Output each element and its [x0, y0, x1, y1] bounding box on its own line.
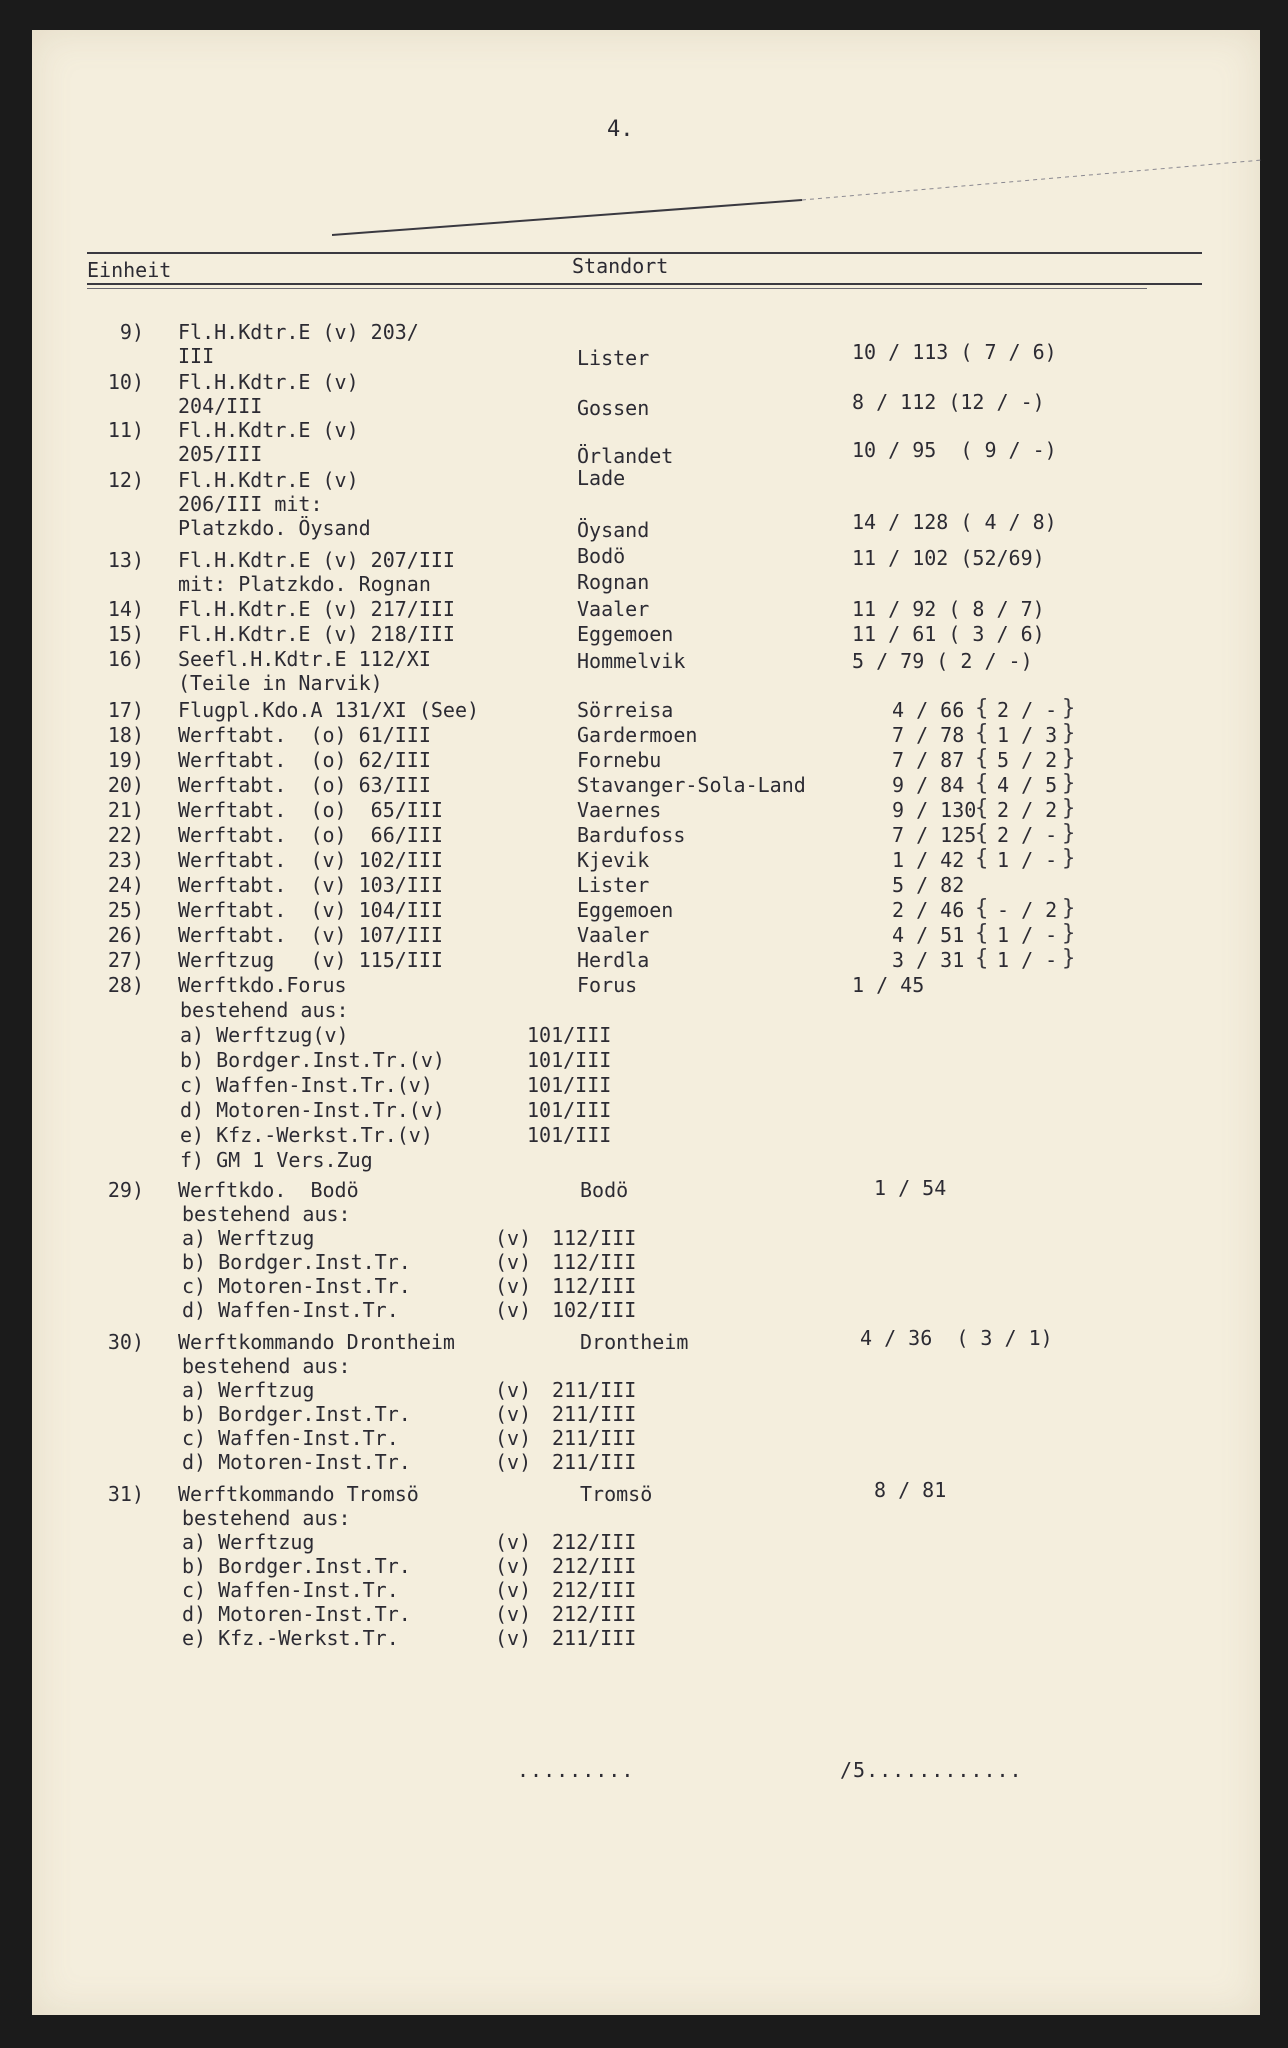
page-number: 4.: [607, 117, 634, 142]
block-item-label: c) Waffen-Inst.Tr.: [182, 1426, 399, 1450]
block-item-label: e) Kfz.-Werkst.Tr.: [182, 1626, 399, 1650]
row-location: Bodö: [577, 544, 626, 568]
row-value: 11 / 61 ( 3 / 6): [852, 622, 1045, 646]
block-item-v: (v): [495, 1602, 532, 1626]
row-unit: Werftabt. (v) 107/III: [178, 923, 443, 947]
block-item-code: 212/III: [552, 1602, 637, 1626]
block-item-code: 211/III: [552, 1450, 637, 1474]
row-location: Örlandet: [577, 444, 674, 468]
row-number: 23): [107, 848, 144, 872]
brace-left: {: [975, 846, 989, 871]
block-item-code: 211/III: [552, 1402, 637, 1426]
sub-item-code: 101/III: [527, 1098, 612, 1122]
row-value: 11 / 92 ( 8 / 7): [852, 597, 1045, 621]
row-location: Eggemoen: [577, 622, 674, 646]
sub-item-code: 101/III: [527, 1123, 612, 1147]
block-item-code: 112/III: [552, 1226, 637, 1250]
block-item-code: 212/III: [552, 1578, 637, 1602]
row-number: 11): [107, 418, 144, 442]
row-unit: Werftabt. (o) 61/III: [178, 723, 431, 747]
row-value: 3 / 31: [892, 948, 965, 972]
row-value: 7 / 87: [892, 748, 965, 772]
block-value: 8 / 81: [874, 1478, 947, 1502]
row-unit: Platzkdo. Öysand: [178, 516, 371, 540]
row-location: Vaernes: [577, 798, 662, 822]
brace-left: {: [975, 771, 989, 796]
block-item-v: (v): [495, 1554, 532, 1578]
row-value: 8 / 112 (12 / -): [852, 390, 1045, 414]
block-item-label: b) Bordger.Inst.Tr.: [182, 1554, 411, 1578]
brace-right: }: [1062, 746, 1076, 771]
sub-item-label: e) Kfz.-Werkst.Tr.(v): [180, 1123, 433, 1147]
sub-intro: bestehend aus:: [180, 998, 349, 1022]
row-location: Hommelvik: [577, 649, 686, 673]
row-location: Lade: [577, 466, 626, 490]
row-paren-value: - / 2: [997, 898, 1058, 922]
block-item-label: c) Motoren-Inst.Tr.: [182, 1274, 411, 1298]
brace-right: }: [1062, 921, 1076, 946]
block-item-v: (v): [495, 1530, 532, 1554]
block-item-v: (v): [495, 1626, 532, 1650]
row-unit: Fl.H.Kdtr.E (v) 217/III: [178, 597, 455, 621]
row-value: 4 / 66: [892, 698, 965, 722]
block-item-code: 112/III: [552, 1274, 637, 1298]
row-number: 19): [107, 748, 144, 772]
row-number: 25): [107, 898, 144, 922]
sub-item-code: 101/III: [527, 1073, 612, 1097]
row-number: 21): [107, 798, 144, 822]
row-unit: mit: Platzkdo. Rognan: [178, 572, 431, 596]
row-paren-value: 4 / 5: [997, 773, 1058, 797]
row-value: 14 / 128 ( 4 / 8): [852, 510, 1057, 534]
row-value: 5 / 82: [892, 873, 965, 897]
row-value: 11 / 102 (52/69): [852, 546, 1045, 570]
row-unit: Seefl.H.Kdtr.E 112/XI: [178, 647, 431, 671]
block-item-v: (v): [495, 1450, 532, 1474]
row-number: 17): [107, 698, 144, 722]
row-paren-value: 5 / 2: [997, 748, 1058, 772]
row-value: 4 / 51: [892, 923, 965, 947]
block-location: Bodö: [580, 1178, 629, 1202]
sub-item-code: 101/III: [527, 1048, 612, 1072]
block-intro: bestehend aus:: [182, 1202, 351, 1226]
block-item-label: b) Bordger.Inst.Tr.: [182, 1402, 411, 1426]
block-number: 29): [107, 1178, 144, 1202]
row-value: 7 / 125: [892, 823, 977, 847]
document-page: [32, 30, 1260, 2015]
row-location: Bardufoss: [577, 823, 686, 847]
row-unit: Werftabt. (o) 63/III: [178, 773, 431, 797]
row-location: Vaaler: [577, 597, 650, 621]
footer-dots: .........: [517, 1758, 635, 1782]
row-number: 13): [107, 548, 144, 572]
row-unit: Fl.H.Kdtr.E (v) 203/: [178, 320, 419, 344]
row-location: Stavanger-Sola-Land: [577, 773, 806, 797]
row-number: 20): [107, 773, 144, 797]
sub-item-label: a) Werftzug(v): [180, 1023, 349, 1047]
block-value: 1 / 54: [874, 1176, 947, 1200]
row-number: 22): [107, 823, 144, 847]
block-item-v: (v): [495, 1226, 532, 1250]
block-item-code: 212/III: [552, 1554, 637, 1578]
row-location-secondary: Rognan: [577, 570, 650, 594]
row-paren-value: 1 / -: [997, 948, 1058, 972]
row-unit: Werftabt. (o) 62/III: [178, 748, 431, 772]
brace-right: }: [1062, 821, 1076, 846]
row-value: 5 / 79 ( 2 / -): [852, 649, 1033, 673]
block-item-v: (v): [495, 1298, 532, 1322]
row-value: 9 / 84: [892, 773, 965, 797]
block-location: Drontheim: [580, 1330, 689, 1354]
top-rule-decoration: [332, 125, 1272, 245]
row-number: 9): [119, 320, 144, 344]
block-item-v: (v): [495, 1578, 532, 1602]
block-item-label: c) Waffen-Inst.Tr.: [182, 1578, 399, 1602]
row-paren-value: 1 / -: [997, 923, 1058, 947]
block-item-label: a) Werftzug: [182, 1378, 315, 1402]
row-unit: Fl.H.Kdtr.E (v) 218/III: [178, 622, 455, 646]
row-number: 12): [107, 468, 144, 492]
row-unit: Werftabt. (v) 102/III: [178, 848, 443, 872]
row-unit: Werftabt. (o) 65/III: [178, 798, 443, 822]
block-unit: Werftkdo. Bodö: [178, 1178, 359, 1202]
block-unit: Werftkommando Drontheim: [178, 1330, 455, 1354]
row-unit: Fl.H.Kdtr.E (v): [178, 370, 359, 394]
block-intro: bestehend aus:: [182, 1354, 351, 1378]
brace-right: }: [1062, 771, 1076, 796]
row-value: 1 / 42: [892, 848, 965, 872]
row-unit: Werftabt. (v) 103/III: [178, 873, 443, 897]
block-item-code: 211/III: [552, 1426, 637, 1450]
row-value: 10 / 113 ( 7 / 6): [852, 340, 1057, 364]
brace-right: }: [1062, 696, 1076, 721]
row-unit: 204/III: [178, 394, 263, 418]
block-unit: Werftkommando Tromsö: [178, 1482, 419, 1506]
row-unit: III: [178, 344, 215, 368]
row-unit: Werftkdo.Forus: [178, 973, 347, 997]
block-item-v: (v): [495, 1378, 532, 1402]
row-location: Sörreisa: [577, 698, 674, 722]
row-value: 1 / 45: [852, 973, 925, 997]
brace-right: }: [1062, 796, 1076, 821]
block-item-label: a) Werftzug: [182, 1226, 315, 1250]
brace-left: {: [975, 946, 989, 971]
row-number: 15): [107, 622, 144, 646]
sub-item-label: f) GM 1 Vers.Zug: [180, 1148, 373, 1172]
row-location: Eggemoen: [577, 898, 674, 922]
header-unit: Einheit: [87, 258, 172, 282]
row-location: Lister: [577, 346, 650, 370]
header-rule-double: [87, 288, 1147, 289]
brace-left: {: [975, 896, 989, 921]
row-location: Fornebu: [577, 748, 662, 772]
row-number: 27): [107, 948, 144, 972]
brace-right: }: [1062, 721, 1076, 746]
row-number: 18): [107, 723, 144, 747]
row-unit: Fl.H.Kdtr.E (v): [178, 468, 359, 492]
row-unit: Werftabt. (v) 104/III: [178, 898, 443, 922]
block-item-label: d) Waffen-Inst.Tr.: [182, 1298, 399, 1322]
row-value: 2 / 46: [892, 898, 965, 922]
brace-right: }: [1062, 896, 1076, 921]
row-paren-value: 2 / 2: [997, 798, 1058, 822]
header-location: Standort: [572, 254, 669, 278]
block-number: 30): [107, 1330, 144, 1354]
footer-continuation: /5............: [840, 1758, 1023, 1782]
block-item-code: 211/III: [552, 1626, 637, 1650]
block-item-v: (v): [495, 1274, 532, 1298]
block-item-code: 211/III: [552, 1378, 637, 1402]
row-location: Vaaler: [577, 923, 650, 947]
row-location: Herdla: [577, 948, 650, 972]
block-location: Tromsö: [580, 1482, 653, 1506]
sub-item-code: 101/III: [527, 1023, 612, 1047]
row-location: Kjevik: [577, 848, 650, 872]
block-item-label: b) Bordger.Inst.Tr.: [182, 1250, 411, 1274]
block-item-code: 212/III: [552, 1530, 637, 1554]
block-intro: bestehend aus:: [182, 1506, 351, 1530]
row-unit: Werftzug (v) 115/III: [178, 948, 443, 972]
row-number: 24): [107, 873, 144, 897]
row-paren-value: 1 / -: [997, 848, 1058, 872]
block-number: 31): [107, 1482, 144, 1506]
block-item-code: 102/III: [552, 1298, 637, 1322]
brace-left: {: [975, 921, 989, 946]
brace-left: {: [975, 796, 989, 821]
block-item-v: (v): [495, 1402, 532, 1426]
row-location: Gardermoen: [577, 723, 698, 747]
row-unit: (Teile in Narvik): [178, 671, 383, 695]
row-number: 16): [107, 647, 144, 671]
row-unit: Werftabt. (o) 66/III: [178, 823, 443, 847]
row-location: Forus: [577, 973, 638, 997]
block-item-label: d) Motoren-Inst.Tr.: [182, 1602, 411, 1626]
row-paren-value: 2 / -: [997, 823, 1058, 847]
sub-item-label: d) Motoren-Inst.Tr.(v): [180, 1098, 445, 1122]
row-unit: Fl.H.Kdtr.E (v) 207/III: [178, 548, 455, 572]
row-paren-value: 2 / -: [997, 698, 1058, 722]
row-unit: 205/III: [178, 442, 263, 466]
block-item-v: (v): [495, 1426, 532, 1450]
row-value: 10 / 95 ( 9 / -): [852, 438, 1057, 462]
row-unit: Flugpl.Kdo.A 131/XI (See): [178, 698, 480, 722]
row-location: Lister: [577, 873, 650, 897]
row-value: 7 / 78: [892, 723, 965, 747]
sub-item-label: b) Bordger.Inst.Tr.(v): [180, 1048, 445, 1072]
block-item-code: 112/III: [552, 1250, 637, 1274]
row-location: Gossen: [577, 396, 650, 420]
row-number: 14): [107, 597, 144, 621]
row-value: 9 / 130: [892, 798, 977, 822]
block-item-label: a) Werftzug: [182, 1530, 315, 1554]
brace-right: }: [1062, 946, 1076, 971]
row-unit: 206/III mit:: [178, 492, 323, 516]
row-number: 26): [107, 923, 144, 947]
brace-left: {: [975, 746, 989, 771]
brace-left: {: [975, 821, 989, 846]
brace-right: }: [1062, 846, 1076, 871]
brace-left: {: [975, 721, 989, 746]
row-unit: Fl.H.Kdtr.E (v): [178, 418, 359, 442]
header-rule-bottom: [87, 283, 1202, 285]
row-location-secondary: Öysand: [577, 518, 650, 542]
brace-left: {: [975, 696, 989, 721]
row-number: 10): [107, 370, 144, 394]
sub-item-label: c) Waffen-Inst.Tr.(v): [180, 1073, 433, 1097]
row-number: 28): [107, 973, 144, 997]
block-item-v: (v): [495, 1250, 532, 1274]
block-value: 4 / 36 ( 3 / 1): [860, 1326, 1053, 1350]
block-item-label: d) Motoren-Inst.Tr.: [182, 1450, 411, 1474]
row-paren-value: 1 / 3: [997, 723, 1058, 747]
